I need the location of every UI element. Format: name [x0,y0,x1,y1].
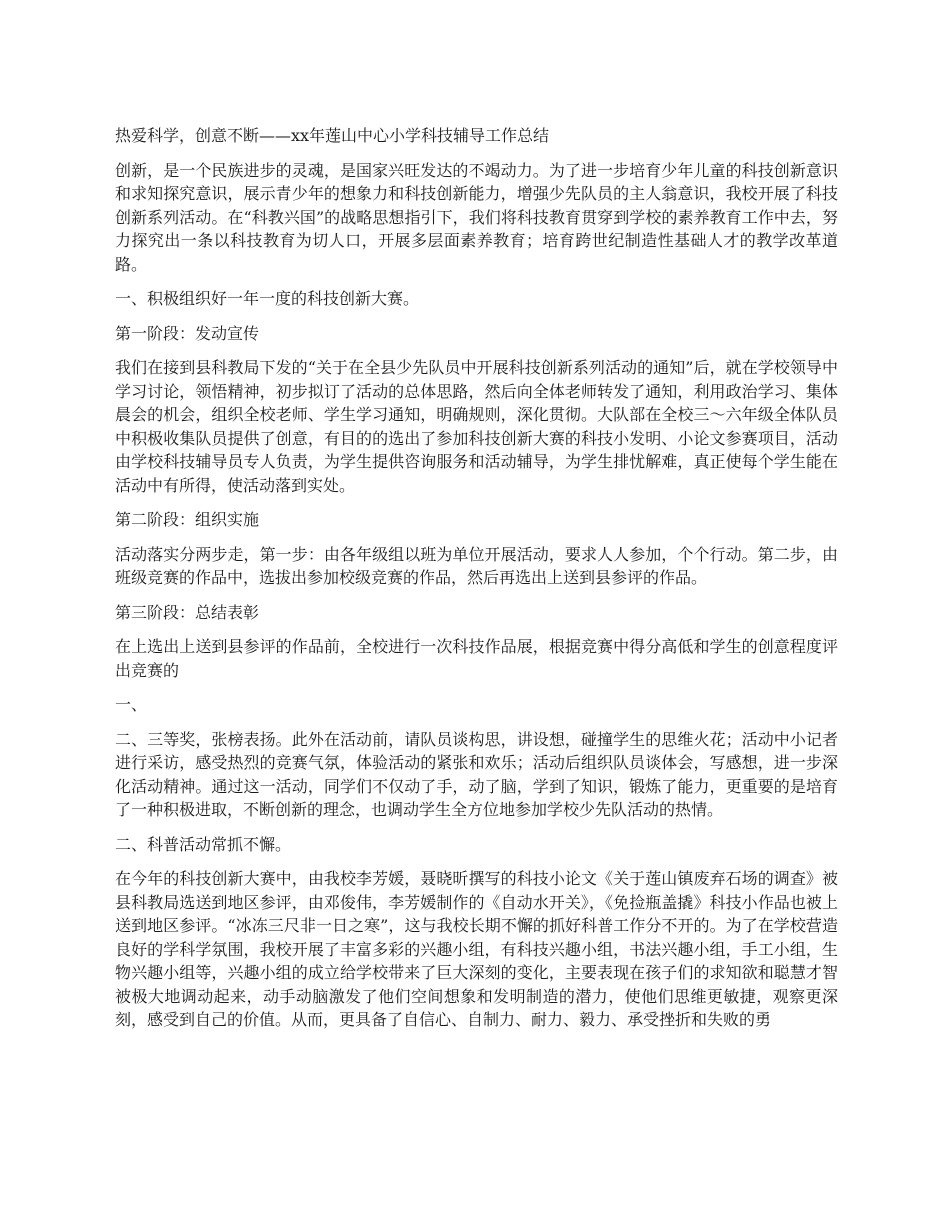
stage-heading-1: 第一阶段：发动宣传 [115,323,260,343]
stage-heading-2: 第二阶段：组织实施 [115,510,260,529]
paragraph-awards: 二、三等奖，张榜表扬。此外在活动前，请队员谈构思，讲设想，碰撞学生的思维火花；活动中小记者进行采访，感受热烈的竞赛气氛，体验活动的紧张和欢乐；活动后组织队员谈体会，写感想，进一步深化活动精神。通过这一活动，同学们不仅动了手，动了脑，学到了知识，锻炼了能力，更重要的是培育了一种积极进取，不断创新的理念，也调动学生全方位地参加学校少先队活动的热情。 [115,729,838,819]
paragraph-stage-3: 在上选出上送到县参评的作品前，全校进行一次科技作品展，根据竞赛中得分高低和学生的创意程度评出竞赛的 [115,637,838,680]
section-heading-1: 一、积极组织好一年一度的科技创新大赛。 [115,289,420,308]
document-title: 热爱科学，创意不断——xx年莲山中心小学科技辅导工作总结 [115,126,550,145]
paragraph-stage-2: 活动落实分两步走，第一步：由各年级组以班为单位开展活动，要求人人参加，个个行动。第二步，由班级竞赛的作品中，选拔出参加校级竞赛的作品，然后再选出上送到县参评的作品。 [115,544,838,587]
paragraph-science: 在今年的科技创新大赛中，由我校李芳媛，聂晓昕撰写的科技小论文《关于莲山镇废弃石场的调查》被县科教局选送到地区参评，由邓俊伟，李芳媛制作的《自动水开关》，《免捡瓶盖撬》科技小作品也被上送到地区参评。“冰冻三尺非一日之寒”，这与我校长期不懈的抓好科普工作分不开的。为了在学校营造良好的学科学氛围，我校开展了丰富多彩的兴趣小组，有科技兴趣小组，书法兴趣小组，手工小组，生物兴趣小组等，兴趣小组的成立给学校带来了巨大深刻的变化，主要表现在孩子们的求知欲和聪慧才智被极大地调动起来，动手动脑激发了他们空间想象和发明制造的潜力，使他们思维更敏捷，观察更深刻，感受到自己的价值。从而，更具备了自信心、自制力、耐力、毅力、承受挫折和失败的勇 [115,869,838,1029]
list-marker: 一、 [115,695,148,714]
paragraph-stage-1: 我们在接到县科教局下发的“关于在全县少先队员中开展科技创新系列活动的通知”后，就在学校领导中学习讨论，领悟精神，初步拟订了活动的总体思路，然后向全体老师转发了通知，利用政治学习、集体晨会的机会，组织全校老师、学生学习通知，明确规则，深化贯彻。大队部在全校三～六年级全体队员中积极收集队员提供了创意，有目的的选出了参加科技创新大赛的科技小发明、小论文参赛项目，活动由学校科技辅导员专人负责，为学生提供咨询服务和活动辅导，为学生排忧解难，真正使每个学生能在活动中有所得，使活动落到实处。 [115,358,838,495]
paragraph-intro: 创新，是一个民族进步的灵魂，是国家兴旺发达的不竭动力。为了进一步培育少年儿童的科技创新意识和求知探究意识，展示青少年的想象力和科技创新能力，增强少先队员的主人翁意识，我校开展了科技创新系列活动。在“科教兴国”的战略思想指引下，我们将科技教育贯穿到学校的素养教育工作中去，努力探究出一条以科技教育为切人口，开展多层面素养教育；培育跨世纪制造性基础人才的教学改革道路。 [115,160,838,274]
document-body [115,124,838,1043]
section-heading-2: 二、科普活动常抓不懈。 [115,834,292,854]
stage-heading-3: 第三阶段：总结表彰 [115,602,260,622]
